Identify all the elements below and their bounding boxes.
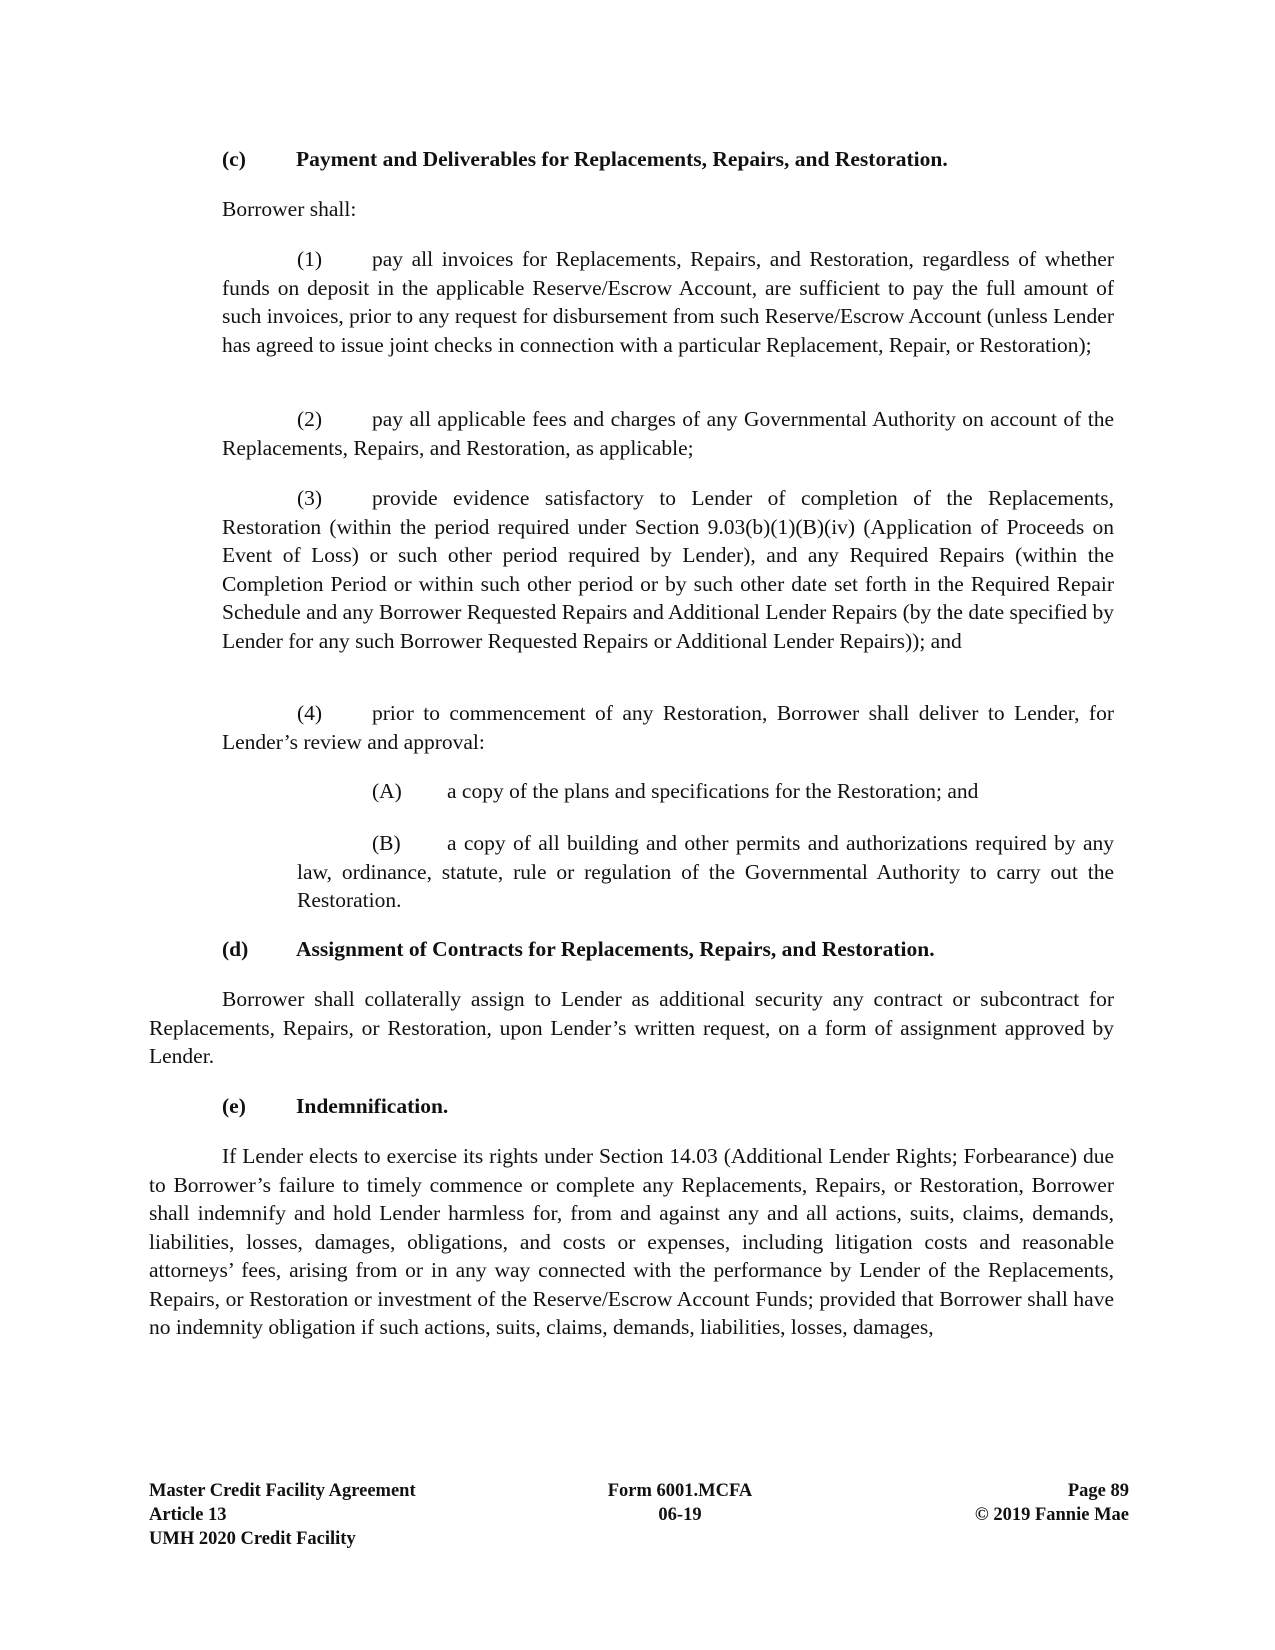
footer-left: [149, 1479, 416, 1551]
section-c-item-1: [222, 245, 1114, 359]
section-c-heading: [222, 145, 1122, 173]
section-e-title: Indemnification.: [296, 1094, 449, 1118]
section-d-title: Assignment of Contracts for Replacements, Repairs, and Restoration.: [296, 937, 935, 961]
item-1-text: pay all invoices for Replacements, Repairs, and Restoration, regardless of whether funds on deposit in the applicable Reserve/Escrow Account, are sufficient to pay the full amount of such invoices, prior to any request for disbursement from such Reserve/Escrow Account (unless Lender has agreed to issue joint checks in connection with a particular Replacement, Repair, or Restoration);: [222, 247, 1115, 357]
item-2-text: pay all applicable fees and charges of any Governmental Authority on account of the Replacements, Repairs, and Restoration, as applicable;: [222, 407, 1114, 460]
section-d-heading: [222, 935, 1122, 963]
item-3-text: provide evidence satisfactory to Lender of completion of the Replacements, Restoration (within the period required under Section 9.03(b)(1)(B)(iv) (Application of Proceeds on Event of Loss) or such other period required by Lender), and any Required Repairs (within the Completion Period or within such other period or by such other date set forth in the Required Repair Schedule and any Borrower Requested Repairs and Additional Lender Repairs (by the date specified by Lender for any such Borrower Requested Repairs or Additional Lender Repairs)); and: [222, 486, 1114, 653]
section-c-subitem-a: [297, 777, 1114, 806]
footer-form-date: 06-19: [658, 1505, 702, 1525]
footer-copyright: © 2019 Fannie Mae: [974, 1505, 1129, 1525]
footer-center: [530, 1479, 830, 1527]
section-e-body: If Lender elects to exercise its rights under Section 14.03 (Additional Lender Rights; Forbearance) due to Borrower’s failure to timely commence or complete any Replacements, Repairs, or Restoration, Borrower shall indemnify and hold Lender harmless for, from and against any and all actions, suits, claims, demands, liabilities, losses, damages, obligations, and costs or expenses, including litigation costs and reasonable attorneys’ fees, arising from or in any way connected with the performance by Lender of the Replacements, Repairs, or Restoration or investment of the Reserve/Escrow Account Funds; provided that Borrower shall have no indemnity obligation if such actions, suits, claims, demands, liabilities, losses, damages,: [149, 1144, 1114, 1339]
footer-facility: UMH 2020 Credit Facility: [149, 1529, 356, 1549]
item-2-number: (2): [297, 407, 323, 431]
footer-article: Article 13: [149, 1505, 227, 1525]
footer-form-number: Form 6001.MCFA: [607, 1481, 753, 1501]
subitem-b-number: (B): [372, 831, 401, 855]
item-3-number: (3): [297, 486, 323, 510]
section-e-heading: [222, 1092, 1122, 1120]
subitem-a-text: a copy of the plans and specifications for the Restoration; and: [447, 779, 979, 803]
section-c-subitem-b: [297, 829, 1114, 915]
section-c-item-3: [222, 484, 1114, 655]
footer-page-number: Page 89: [1067, 1481, 1129, 1501]
footer-agreement-title: Master Credit Facility Agreement: [149, 1481, 416, 1501]
item-4-number: (4): [297, 701, 323, 725]
section-c-title: Payment and Deliverables for Replacements, Repairs, and Restoration.: [296, 147, 948, 171]
section-c-item-4: [222, 699, 1114, 756]
section-e-number: (e): [222, 1094, 246, 1118]
section-d-body: Borrower shall collaterally assign to Lender as additional security any contract or subcontract for Replacements, Repairs, or Restoration, upon Lender’s written request, on a form of assignment approved by Lender.: [149, 987, 1114, 1068]
section-c-item-2: [222, 405, 1114, 462]
page-footer: [0, 1479, 1275, 1559]
item-1-number: (1): [297, 247, 323, 271]
section-c-intro: Borrower shall:: [222, 197, 357, 221]
subitem-a-number: (A): [372, 779, 402, 803]
footer-right: [975, 1479, 1129, 1527]
section-c-number: (c): [222, 147, 246, 171]
subitem-b-text: a copy of all building and other permits and authorizations required by any law, ordinance, statute, rule or regulation of the Governmental Authority to carry out the Restoration.: [297, 831, 1114, 912]
section-d-number: (d): [222, 937, 249, 961]
item-4-text: prior to commencement of any Restoration, Borrower shall deliver to Lender, for Lender’s review and approval:: [222, 701, 1114, 754]
